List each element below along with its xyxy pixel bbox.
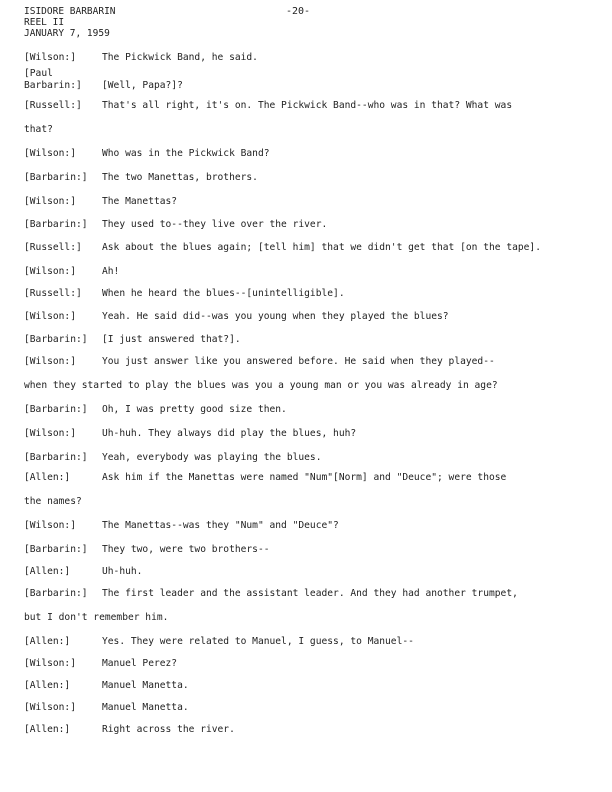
utterance-text: The Manettas--was they "Num" and "Deuce"? bbox=[102, 520, 339, 531]
transcript-entry bbox=[24, 334, 594, 346]
utterance-text: Oh, I was pretty good size then. bbox=[102, 404, 287, 415]
speaker-label bbox=[24, 452, 100, 464]
speaker-label bbox=[24, 724, 100, 736]
speaker-name: [Wilson:] bbox=[24, 702, 76, 713]
speaker-label bbox=[24, 356, 100, 368]
transcript-entry bbox=[24, 680, 594, 692]
transcript-entry bbox=[24, 52, 594, 64]
speaker-name: [Wilson:] bbox=[24, 148, 76, 159]
speaker-label bbox=[24, 311, 100, 323]
speaker-label bbox=[24, 588, 100, 600]
transcript-entry bbox=[24, 428, 594, 440]
speaker-name: [Russell:] bbox=[24, 242, 82, 253]
speaker-name: [Allen:] bbox=[24, 636, 71, 647]
speaker-name: [Barbarin:] bbox=[24, 588, 88, 599]
speaker-label bbox=[24, 680, 100, 692]
speaker-name: [Wilson:] bbox=[24, 196, 76, 207]
speaker-name: [Wilson:] bbox=[24, 52, 76, 63]
speaker-name: [Paul bbox=[24, 68, 53, 79]
speaker-label bbox=[24, 520, 100, 532]
speaker-name: [Barbarin:] bbox=[24, 219, 88, 230]
transcript-entry bbox=[24, 588, 594, 624]
page-number: -20- bbox=[286, 6, 311, 17]
transcript-entry bbox=[24, 404, 594, 416]
speaker-name: [Barbarin:] bbox=[24, 334, 88, 345]
speaker-name: [Allen:] bbox=[24, 566, 71, 577]
transcript-entry bbox=[24, 520, 594, 532]
utterance-text: Yeah. He said did--was you young when they played the blues? bbox=[102, 311, 449, 322]
utterance-text: You just answer like you answered before. He said when they played-- bbox=[102, 356, 495, 367]
utterance-continuation: that? bbox=[24, 124, 53, 135]
header-line-name: ISIDORE BARBARIN bbox=[24, 6, 116, 17]
utterance-text: That's all right, it's on. The Pickwick Band--who was in that? What was bbox=[102, 100, 513, 111]
transcript-entry bbox=[24, 68, 594, 92]
speaker-name: [Barbarin:] bbox=[24, 452, 88, 463]
speaker-label bbox=[24, 148, 100, 160]
transcript-entry bbox=[24, 636, 594, 648]
utterance-text: Yes. They were related to Manuel, I guess, to Manuel-- bbox=[102, 636, 414, 647]
utterance-continuation: when they started to play the blues was you a young man or you was already in age? bbox=[24, 380, 498, 391]
transcript-entry bbox=[24, 196, 594, 208]
speaker-label bbox=[24, 68, 100, 92]
speaker-label bbox=[24, 404, 100, 416]
transcript-entry bbox=[24, 172, 594, 184]
utterance-text: They used to--they live over the river. bbox=[102, 219, 328, 230]
speaker-label bbox=[24, 544, 100, 556]
speaker-name: [Barbarin:] bbox=[24, 544, 88, 555]
speaker-label bbox=[24, 172, 100, 184]
speaker-name: [Wilson:] bbox=[24, 428, 76, 439]
utterance-text: When he heard the blues--[unintelligible]. bbox=[102, 288, 345, 299]
speaker-label bbox=[24, 288, 100, 300]
speaker-name: [Wilson:] bbox=[24, 311, 76, 322]
transcript-entry bbox=[24, 356, 594, 392]
transcript-entry bbox=[24, 148, 594, 160]
speaker-name: [Allen:] bbox=[24, 472, 71, 483]
speaker-name-line2: Barbarin:] bbox=[24, 80, 82, 91]
speaker-label bbox=[24, 100, 100, 112]
speaker-name: [Allen:] bbox=[24, 680, 71, 691]
speaker-label bbox=[24, 472, 100, 484]
utterance-text: They two, were two brothers-- bbox=[102, 544, 270, 555]
speaker-name: [Allen:] bbox=[24, 724, 71, 735]
speaker-label bbox=[24, 658, 100, 670]
transcript-entry bbox=[24, 242, 594, 254]
speaker-name: [Russell:] bbox=[24, 100, 82, 111]
transcript-entry bbox=[24, 311, 594, 323]
utterance-continuation: but I don't remember him. bbox=[24, 612, 169, 623]
transcript-entry bbox=[24, 100, 594, 136]
speaker-label bbox=[24, 334, 100, 346]
utterance-text: Manuel Perez? bbox=[102, 658, 178, 669]
speaker-name: [Barbarin:] bbox=[24, 404, 88, 415]
utterance-text: Ask about the blues again; [tell him] that we didn't get that [on the tape]. bbox=[102, 242, 541, 253]
transcript-entry bbox=[24, 288, 594, 300]
transcript-entry bbox=[24, 266, 594, 278]
speaker-name: [Wilson:] bbox=[24, 266, 76, 277]
transcript-entry bbox=[24, 658, 594, 670]
utterance-text: Yeah, everybody was playing the blues. bbox=[102, 452, 322, 463]
transcript-entry bbox=[24, 452, 594, 464]
document-header bbox=[24, 6, 116, 39]
speaker-label bbox=[24, 196, 100, 208]
speaker-label bbox=[24, 566, 100, 578]
utterance-text: Manuel Manetta. bbox=[102, 680, 189, 691]
utterance-text: The Pickwick Band, he said. bbox=[102, 52, 258, 63]
utterance-text: The two Manettas, brothers. bbox=[102, 172, 258, 183]
header-line-date: JANUARY 7, 1959 bbox=[24, 28, 110, 39]
utterance-text: Who was in the Pickwick Band? bbox=[102, 148, 270, 159]
speaker-name: [Barbarin:] bbox=[24, 172, 88, 183]
transcript-entry bbox=[24, 702, 594, 714]
utterance-text: Ask him if the Manettas were named "Num"[Norm] and "Deuce"; were those bbox=[102, 472, 507, 483]
utterance-continuation: the names? bbox=[24, 496, 82, 507]
header-line-reel: REEL II bbox=[24, 17, 65, 28]
speaker-label bbox=[24, 636, 100, 648]
speaker-name: [Wilson:] bbox=[24, 520, 76, 531]
speaker-label bbox=[24, 242, 100, 254]
speaker-name: [Wilson:] bbox=[24, 356, 76, 367]
utterance-text: Uh-huh. They always did play the blues, huh? bbox=[102, 428, 357, 439]
transcript-entry bbox=[24, 219, 594, 231]
utterance-text: [Well, Papa?]? bbox=[102, 80, 183, 91]
transcript-entry bbox=[24, 566, 594, 578]
transcript-entry bbox=[24, 724, 594, 736]
speaker-label bbox=[24, 702, 100, 714]
speaker-label bbox=[24, 428, 100, 440]
utterance-text: Manuel Manetta. bbox=[102, 702, 189, 713]
speaker-name: [Russell:] bbox=[24, 288, 82, 299]
utterance-text: Uh-huh. bbox=[102, 566, 143, 577]
transcript-entry bbox=[24, 544, 594, 556]
transcript-entry bbox=[24, 472, 594, 508]
utterance-text: [I just answered that?]. bbox=[102, 334, 241, 345]
utterance-text: The Manettas? bbox=[102, 196, 178, 207]
speaker-name: [Wilson:] bbox=[24, 658, 76, 669]
speaker-label bbox=[24, 219, 100, 231]
speaker-label bbox=[24, 266, 100, 278]
utterance-text: Right across the river. bbox=[102, 724, 235, 735]
speaker-label bbox=[24, 52, 100, 64]
utterance-text: The first leader and the assistant leader. And they had another trumpet, bbox=[102, 588, 518, 599]
utterance-text: Ah! bbox=[102, 266, 120, 277]
